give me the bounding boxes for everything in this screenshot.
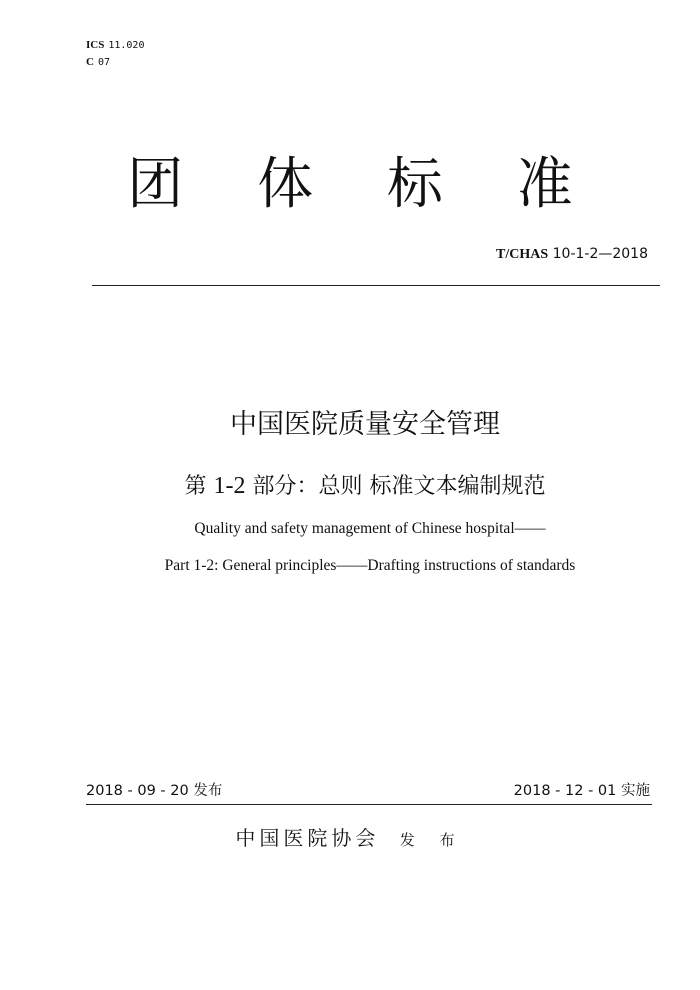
document-type-title: 团 体 标 准 xyxy=(127,152,601,217)
ccs-label: C xyxy=(86,56,94,68)
standard-code-number: 10-1-2—2018 xyxy=(552,246,648,262)
top-divider xyxy=(92,285,660,286)
implementation-date: 2018 - 12 - 01 实施 xyxy=(513,783,650,799)
ics-label: ICS xyxy=(86,39,105,51)
ics-value: 11.020 xyxy=(108,40,145,51)
bottom-divider xyxy=(86,804,652,805)
publish-date: 2018 - 09 - 20 发布 xyxy=(86,783,223,799)
subtitle-rest: 部分：总则 标准文本编制规范 xyxy=(252,474,546,499)
classification-codes xyxy=(86,37,144,71)
ics-line xyxy=(86,37,144,54)
english-title-line-1: Quality and safety management of Chinese hospital—— xyxy=(194,520,546,537)
chinese-subtitle xyxy=(0,469,700,500)
standard-code-prefix: T/CHAS xyxy=(496,247,549,262)
english-title-line-2: Part 1-2: General principles——Drafting instructions of standards xyxy=(164,557,576,574)
chinese-title: 中国医院质量安全管理 xyxy=(230,409,500,440)
publisher-action: 发 布 xyxy=(399,831,465,849)
standard-code xyxy=(496,246,648,263)
publisher xyxy=(0,822,700,851)
ccs-line xyxy=(86,54,144,71)
publisher-name: 中国医院协会 xyxy=(235,826,380,850)
subtitle-part-word: 第 xyxy=(184,474,207,499)
subtitle-part-number: 1-2 xyxy=(213,473,246,499)
ccs-value: 07 xyxy=(97,57,110,68)
